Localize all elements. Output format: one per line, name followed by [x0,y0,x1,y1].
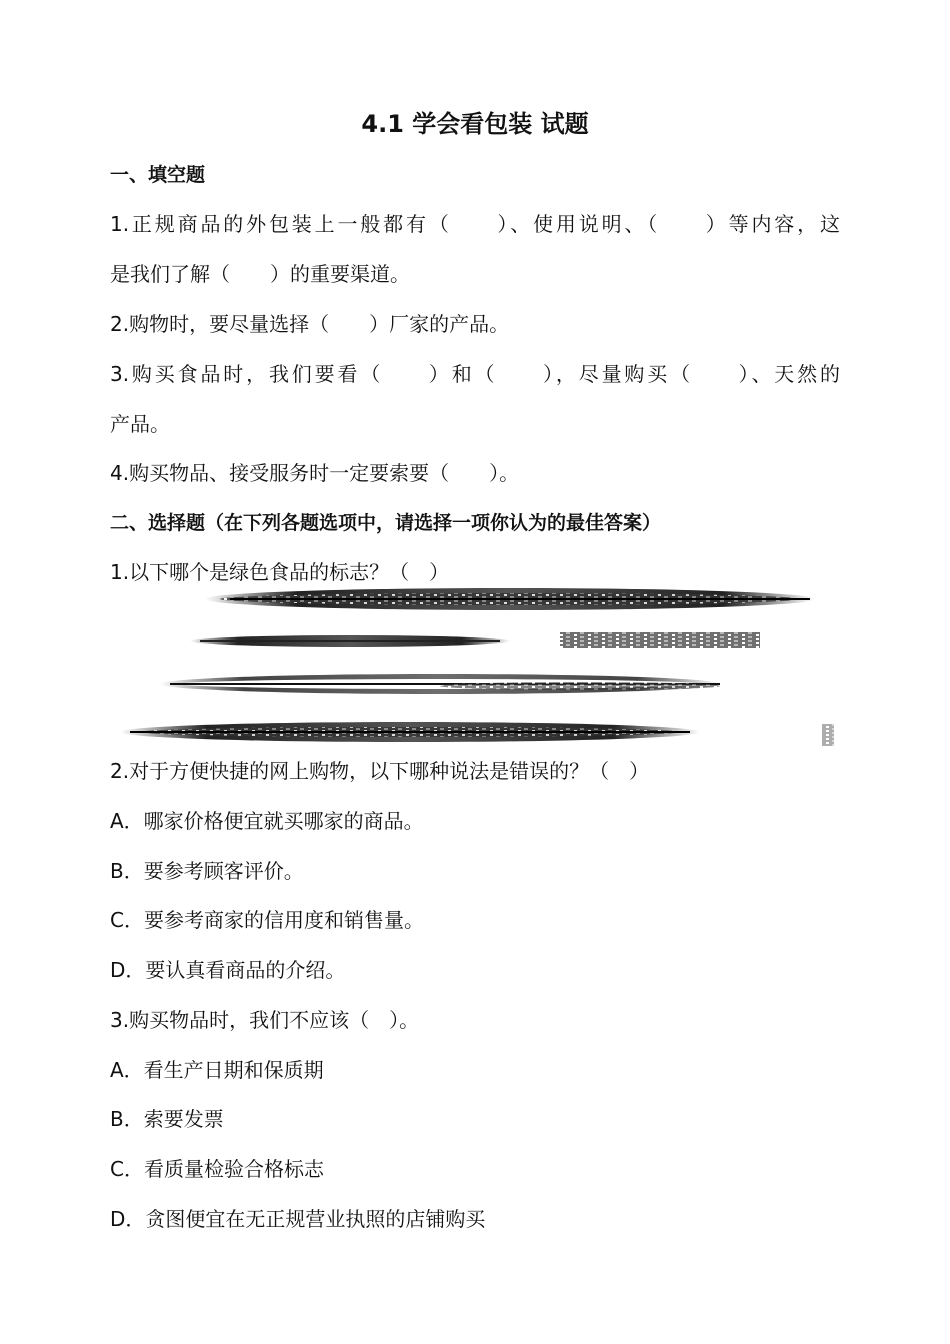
question-1-line-2: 是我们了解（ ）的重要渠道。 [110,262,410,286]
garbled-options-image [110,586,840,752]
choice-question-2-option-b: B．要参考顾客评价。 [110,859,304,883]
choice-question-3-option-a: A．看生产日期和保质期 [110,1058,324,1082]
choice-question-3-option-b: B．索要发票 [110,1107,224,1131]
question-2: 2.购物时，要尽量选择（ ）厂家的产品。 [110,312,510,336]
question-1-line-1: 1.正规商品的外包装上一般都有（ ）、使用说明、（ ）等内容，这 [110,212,840,236]
choice-question-2-option-a: A．哪家价格便宜就买哪家的商品。 [110,809,424,833]
choice-question-2-option-d: D．要认真看商品的介绍。 [110,958,346,982]
choice-question-3-option-c: C．看质量检验合格标志 [110,1157,324,1181]
question-4: 4.购买物品、接受服务时一定要索要（ ）。 [110,461,520,485]
choice-question-2-option-c: C．要参考商家的信用度和销售量。 [110,908,424,932]
section-heading-fill-in: 一、填空题 [110,164,206,186]
choice-question-3-option-d: D．贪图便宜在无正规营业执照的店铺购买 [110,1207,486,1231]
question-3-line-1: 3.购买食品时，我们要看（ ）和（ ），尽量购买（ ）、天然的 [110,362,840,386]
question-3-line-2: 产品。 [110,412,170,436]
choice-question-1: 1.以下哪个是绿色食品的标志？（ ） [110,560,450,584]
section-heading-choice: 二、选择题（在下列各题选项中，请选择一项你认为的最佳答案） [110,512,662,534]
page-title: 4.1 学会看包装 试题 [361,110,589,138]
choice-question-3: 3.购买物品时，我们不应该（ ）。 [110,1008,420,1032]
choice-question-2: 2.对于方便快捷的网上购物，以下哪种说法是错误的？（ ） [110,759,650,783]
